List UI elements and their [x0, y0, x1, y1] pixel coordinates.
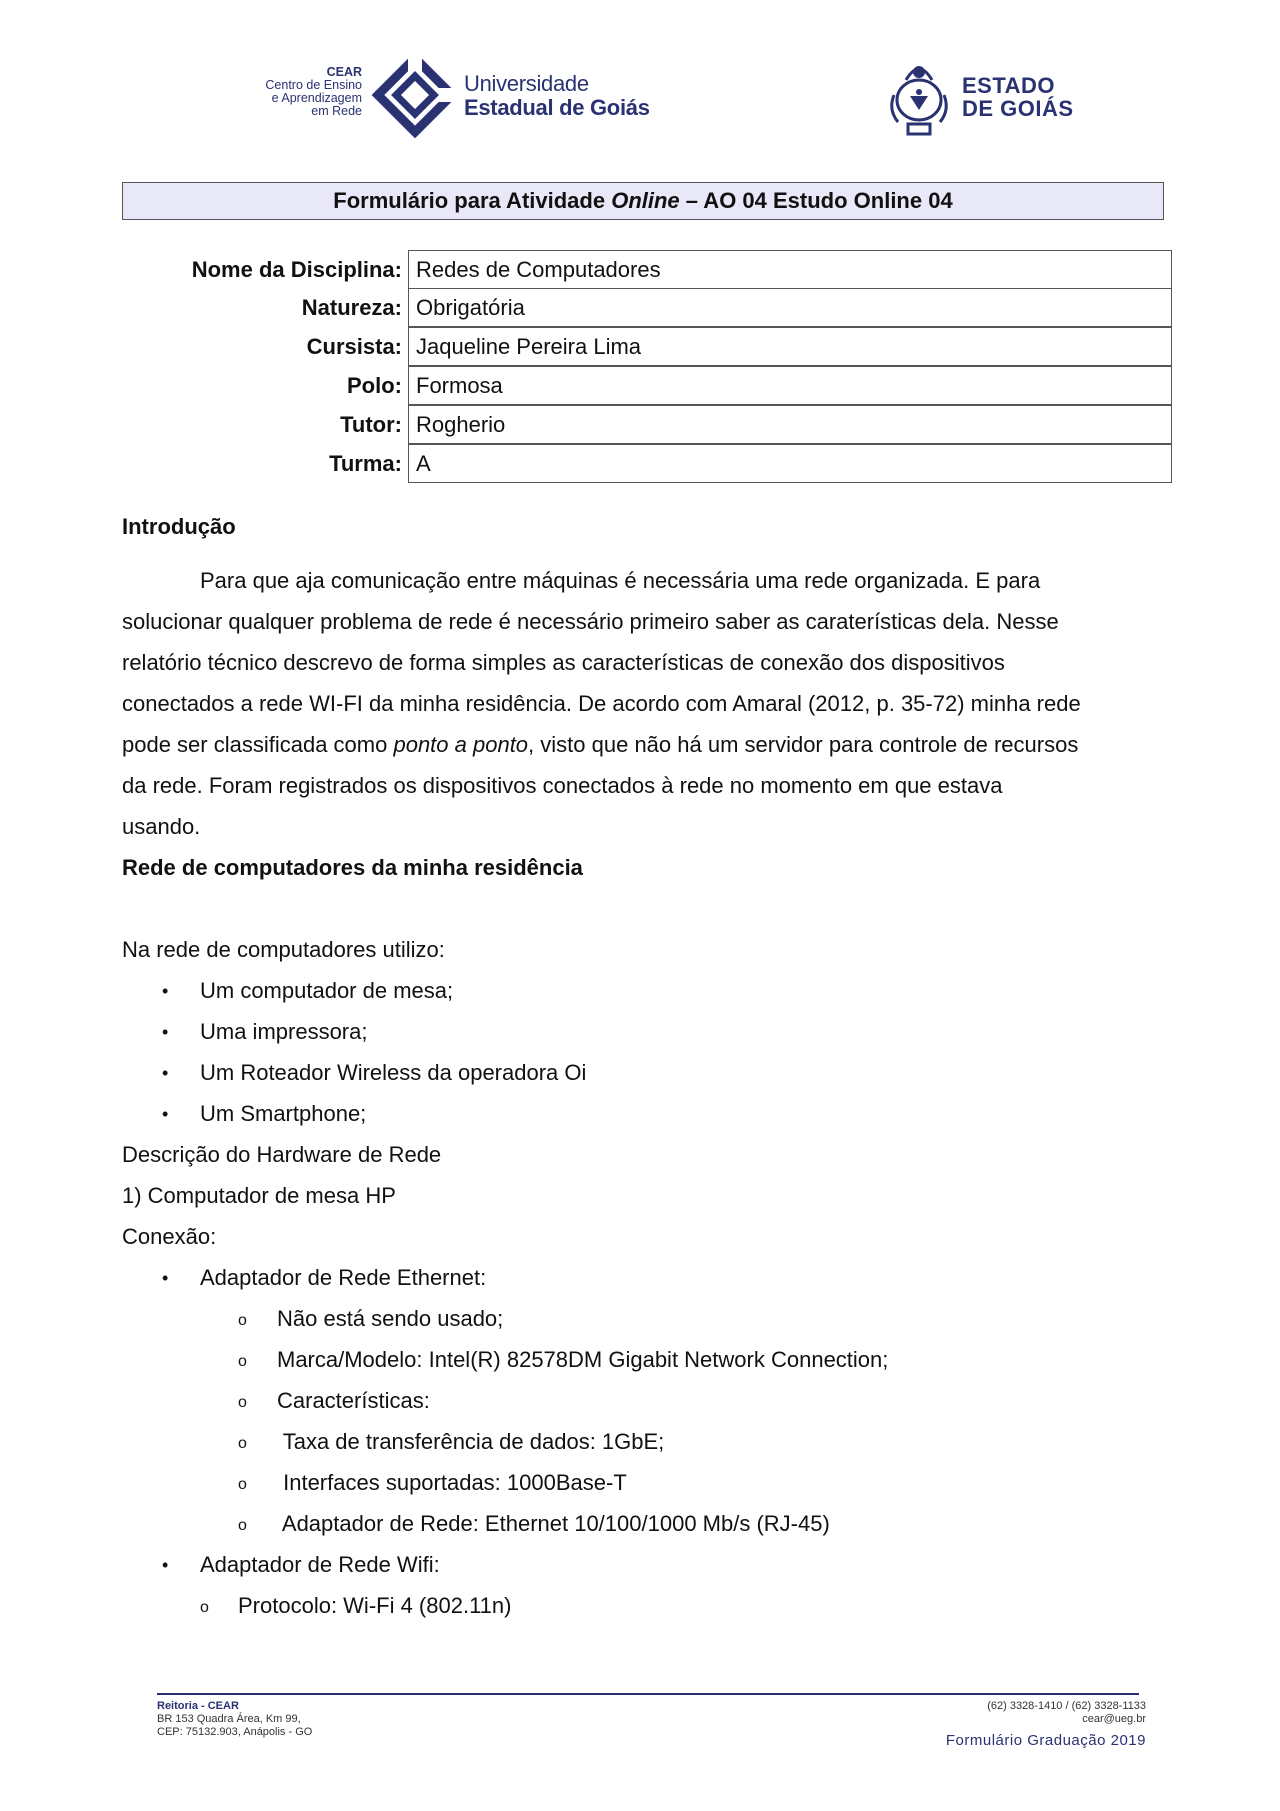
- intro-line-5: [122, 732, 1078, 758]
- info-label: Natureza:: [301, 295, 402, 320]
- wifi-sub-item: Protocolo: Wi-Fi 4 (802.11n): [238, 1593, 512, 1618]
- info-label: Turma:: [329, 451, 402, 476]
- ethernet-sub-item: Taxa de transferência de dados: 1GbE;: [277, 1429, 665, 1454]
- title-italic: Online: [611, 188, 680, 213]
- info-value: Obrigatória: [408, 288, 1172, 327]
- footer-address-line-2: BR 153 Quadra Área, Km 99,: [157, 1713, 301, 1725]
- info-row-natureza: [122, 288, 1172, 327]
- intro-line-5-b: , visto que não há um servidor para controle de recursos: [528, 732, 1079, 757]
- circle-bullet-icon: o: [200, 1599, 209, 1616]
- info-row-turma: [122, 444, 1172, 483]
- ethernet-sub-item: Marca/Modelo: Intel(R) 82578DM Gigabit Network Connection;: [277, 1347, 889, 1372]
- circle-bullet-icon: o: [238, 1435, 247, 1452]
- info-label: Tutor:: [340, 412, 402, 437]
- device-item: Um computador de mesa;: [200, 978, 454, 1003]
- circle-bullet-icon: o: [238, 1476, 247, 1493]
- circle-bullet-icon: o: [238, 1312, 247, 1329]
- university-name-line-1: Universidade: [464, 71, 589, 96]
- circle-bullet-icon: o: [238, 1353, 247, 1370]
- info-label: Nome da Disciplina:: [191, 257, 402, 282]
- info-row-tutor: [122, 405, 1172, 444]
- state-name-line-2: DE GOIÁS: [962, 96, 1074, 121]
- footer-email: cear@ueg.br: [1082, 1713, 1146, 1725]
- info-row-polo: [122, 366, 1172, 405]
- bullet-icon: •: [162, 1063, 169, 1083]
- ethernet-sub-item: Adaptador de Rede: Ethernet 10/100/1000 Mb/s (RJ-45): [277, 1511, 830, 1536]
- bullet-icon: •: [162, 1104, 169, 1124]
- ethernet-adapter-label: Adaptador de Rede Ethernet:: [200, 1265, 487, 1290]
- wifi-adapter-label: Adaptador de Rede Wifi:: [200, 1552, 440, 1577]
- university-name: [464, 72, 650, 120]
- hardware-title: Descrição do Hardware de Rede: [122, 1142, 442, 1167]
- intro-line-5-italic: ponto a ponto: [393, 732, 529, 757]
- cear-line-2: e Aprendizagem: [271, 91, 362, 105]
- circle-bullet-icon: o: [238, 1517, 247, 1534]
- info-value: A: [408, 444, 1172, 483]
- bullet-icon: •: [162, 1022, 169, 1042]
- ethernet-sub-item: Não está sendo usado;: [277, 1306, 504, 1331]
- cear-line-3: em Rede: [311, 104, 362, 118]
- intro-heading: Introdução: [122, 514, 236, 539]
- info-row-cursista: [122, 327, 1172, 366]
- pc-title: 1) Computador de mesa HP: [122, 1183, 396, 1208]
- info-value: Jaqueline Pereira Lima: [408, 327, 1172, 366]
- ethernet-sub-item: Características:: [277, 1388, 430, 1413]
- footer-address: [157, 1700, 312, 1739]
- connection-label: Conexão:: [122, 1224, 217, 1249]
- device-item: Uma impressora;: [200, 1019, 368, 1044]
- form-title: [122, 182, 1164, 220]
- device-item: Um Smartphone;: [200, 1101, 367, 1126]
- footer-divider: [157, 1693, 1139, 1695]
- cear-logo-text: [256, 66, 362, 118]
- footer-contact: [930, 1700, 1146, 1726]
- intro-line-6: da rede. Foram registrados os dispositivos conectados à rede no momento em que estava: [122, 773, 1003, 798]
- footer-address-line-3: CEP: 75132.903, Anápolis - GO: [157, 1726, 313, 1738]
- title-prefix: Formulário para Atividade: [333, 188, 612, 213]
- footer-phone: (62) 3328-1410 / (62) 3328-1133: [987, 1700, 1146, 1712]
- state-name: [962, 74, 1074, 120]
- info-label: Polo:: [347, 373, 402, 398]
- bullet-icon: •: [162, 981, 169, 1001]
- bullet-icon: •: [162, 1555, 169, 1575]
- info-value: Rogherio: [408, 405, 1172, 444]
- intro-line-2: solucionar qualquer problema de rede é necessário primeiro saber as caraterísticas dela. Nesse: [122, 609, 1059, 634]
- intro-line-7: usando.: [122, 814, 201, 839]
- state-seal-icon: [884, 50, 954, 140]
- state-name-line-1: ESTADO: [962, 73, 1056, 98]
- info-label: Cursista:: [306, 334, 402, 359]
- cear-abbr: CEAR: [326, 65, 362, 79]
- university-name-line-2: Estadual de Goiás: [464, 95, 650, 120]
- section-lead: Na rede de computadores utilizo:: [122, 937, 445, 962]
- circle-bullet-icon: o: [238, 1394, 247, 1411]
- intro-line-4: conectados a rede WI-FI da minha residência. De acordo com Amaral (2012, p. 35-72) minha rede: [122, 691, 1081, 716]
- university-logo-icon: [372, 52, 458, 138]
- section-heading: Rede de computadores da minha residência: [122, 855, 583, 880]
- info-row-disciplina: [122, 250, 1172, 289]
- intro-line-3: relatório técnico descrevo de forma simples as características de conexão dos dispositivos: [122, 650, 1005, 675]
- footer-address-line-1: Reitoria - CEAR: [157, 1700, 239, 1712]
- title-suffix: – AO 04 Estudo Online 04: [679, 188, 953, 213]
- intro-line-5-a: pode ser classificada como: [122, 732, 394, 757]
- intro-line-1: Para que aja comunicação entre máquinas é necessária uma rede organizada. E para: [200, 568, 1041, 593]
- ethernet-sub-item: Interfaces suportadas: 1000Base-T: [277, 1470, 627, 1495]
- info-value: Redes de Computadores: [408, 250, 1172, 289]
- info-value: Formosa: [408, 366, 1172, 405]
- bullet-icon: •: [162, 1268, 169, 1288]
- device-item: Um Roteador Wireless da operadora Oi: [200, 1060, 587, 1085]
- cear-line-1: Centro de Ensino: [265, 78, 362, 92]
- footer-form-name: Formulário Graduação 2019: [945, 1732, 1146, 1749]
